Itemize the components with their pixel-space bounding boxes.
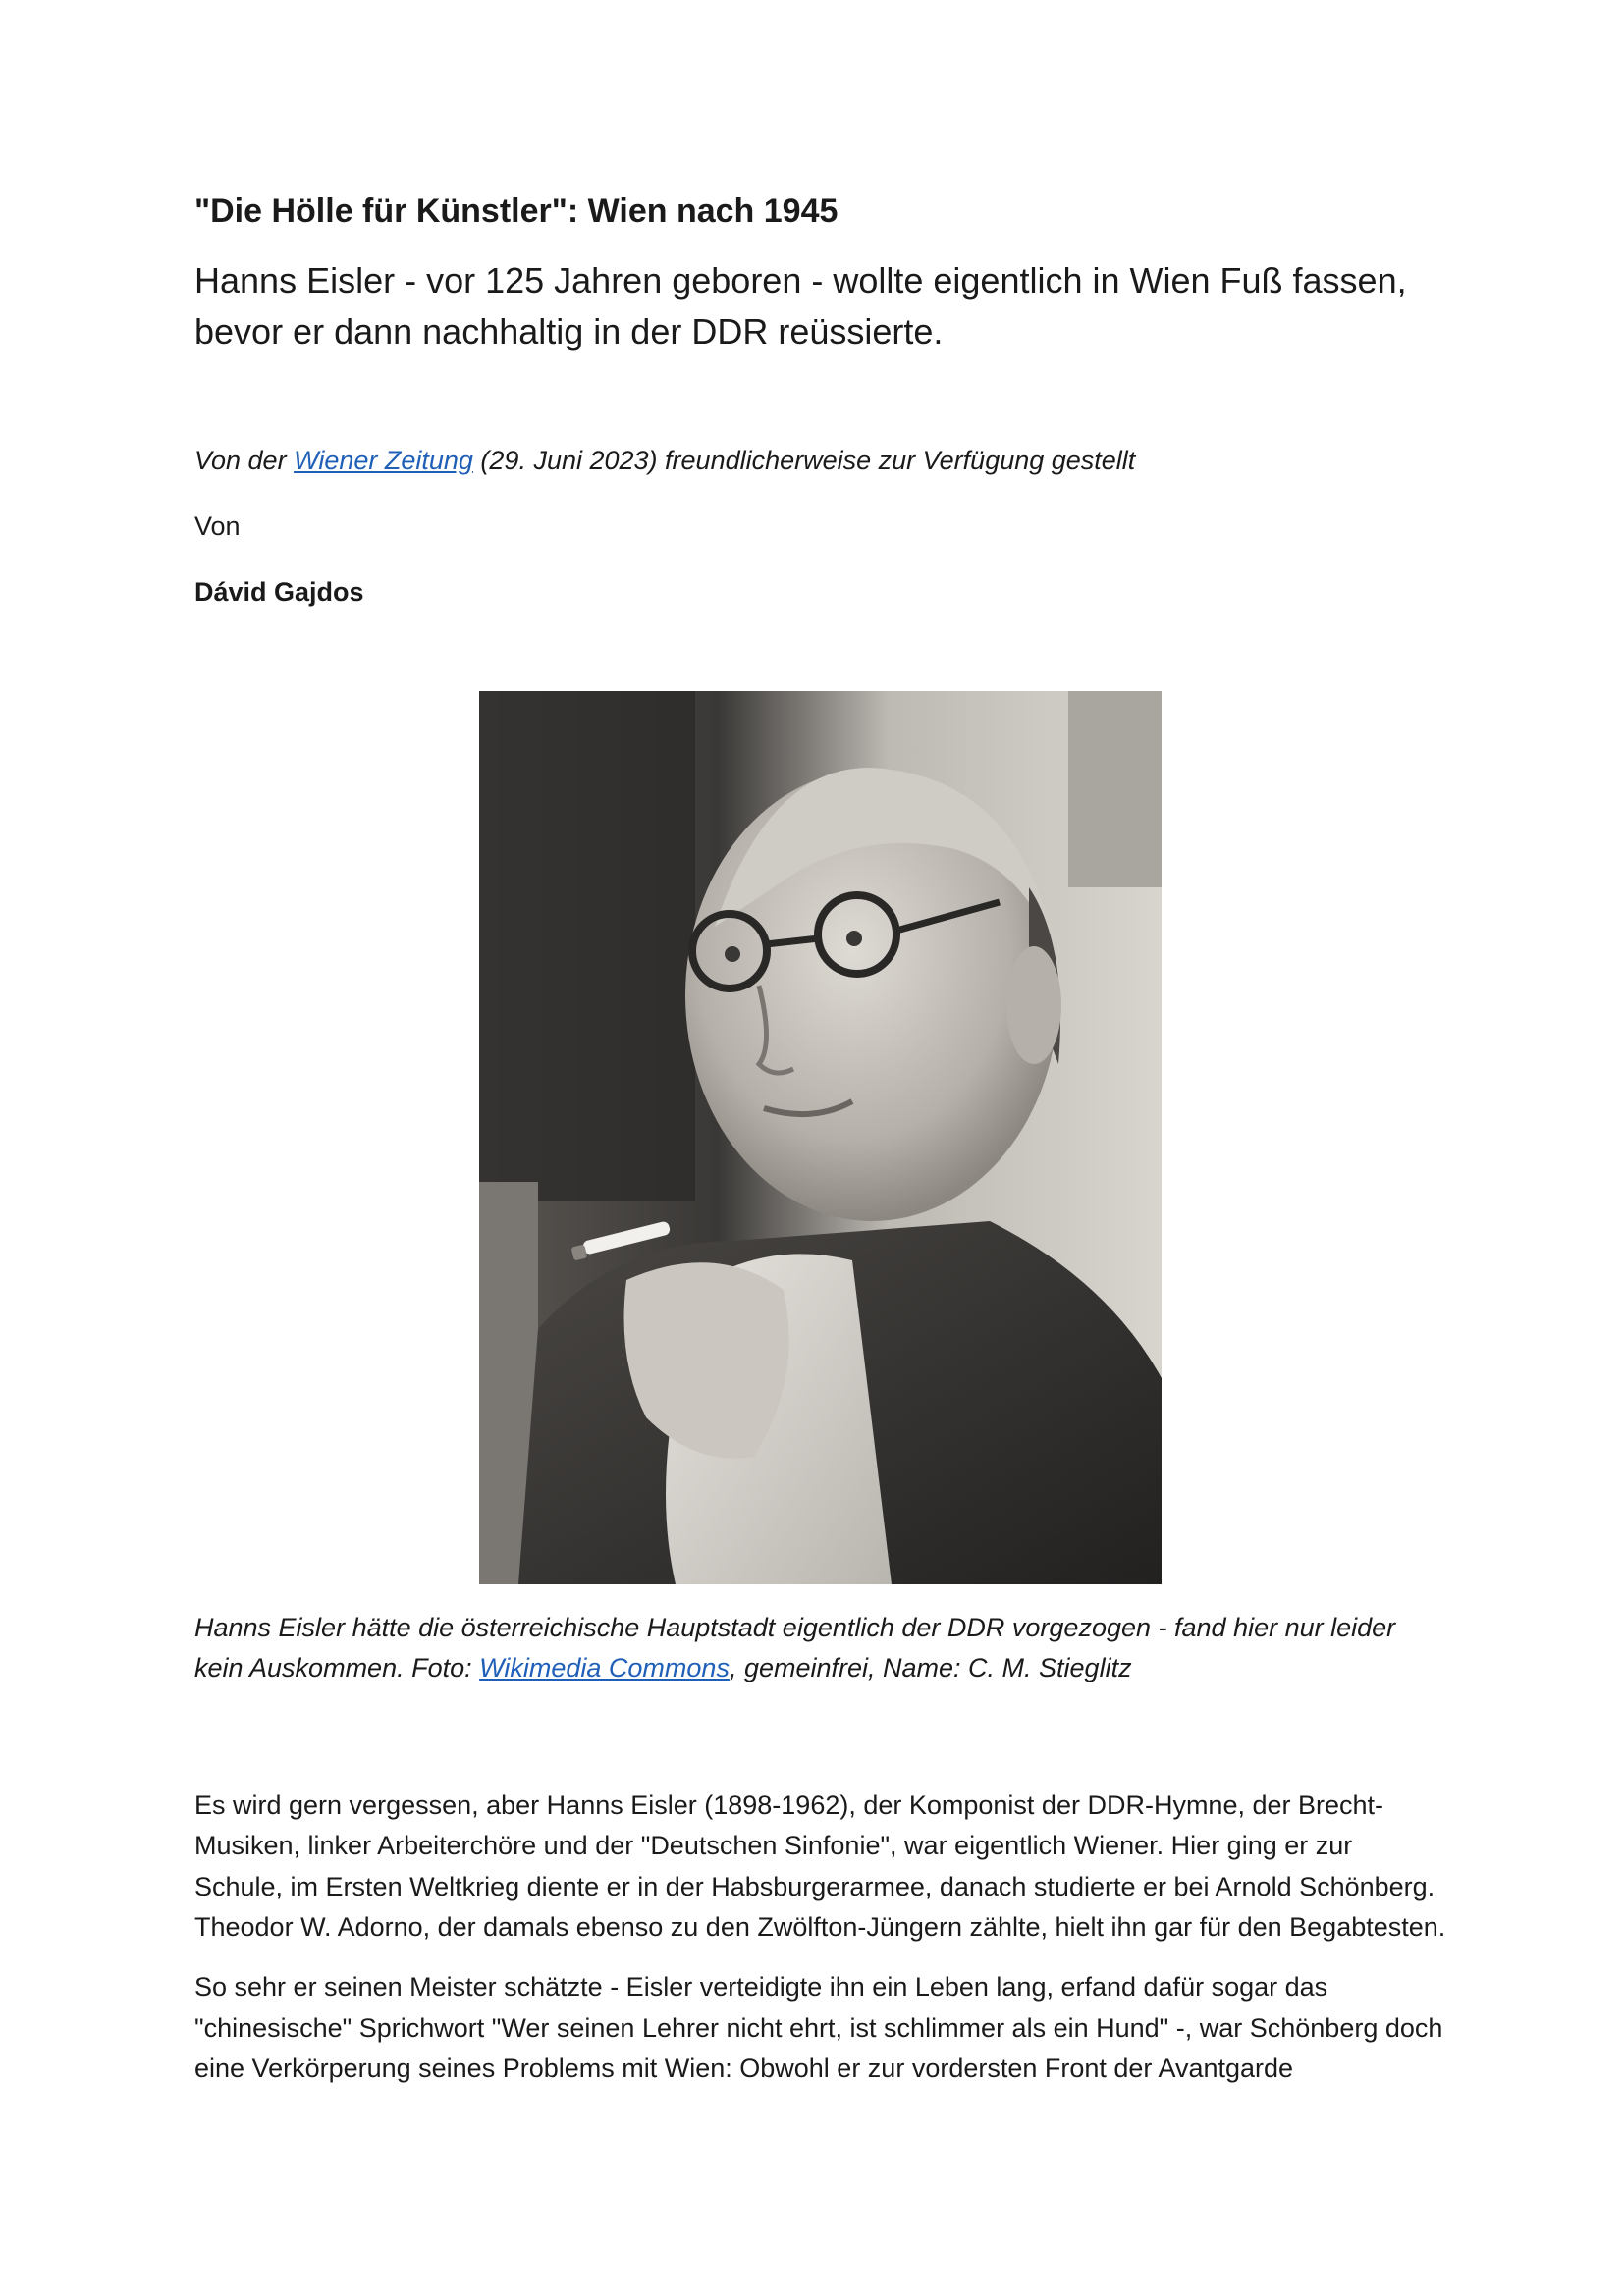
photo-caption: [194, 1608, 1446, 1687]
caption-suffix: , gemeinfrei, Name: C. M. Stieglitz: [729, 1652, 1132, 1682]
source-prefix: Von der: [194, 446, 295, 476]
caption-prefix: Hanns Eisler hätte die österreichische Hauptstadt eigentlich der DDR vorgezogen - fand hier nur leider kein Auskommen. Foto:: [194, 1613, 1396, 1682]
byline-label: Von: [194, 511, 241, 542]
document-page: [194, 191, 1446, 2109]
article-subtitle: Hanns Eisler - vor 125 Jahren geboren - wollte eigentlich in Wien Fuß fassen, bevor er dann nachhaltig in der DDR reüssierte.: [194, 259, 1407, 351]
author-name: Dávid Gajdos: [194, 577, 364, 608]
photo-figure: [194, 691, 1446, 1584]
body-paragraph-2: So sehr er seinen Meister schätzte - Eisler verteidigte ihn ein Leben lang, erfand dafür sogar das "chinesische" Sprichwort "Wer seinen Lehrer nicht ehrt, ist schlimmer als ein Hund" -, war Schönberg doch eine Verkörperung seines Problems mit Wien: Obwohl er zur vordersten Front der Avantgarde: [194, 1972, 1443, 2083]
source-suffix: (29. Juni 2023) freundlicherweise zur Verfügung gestellt: [472, 446, 1136, 476]
portrait-photo: [479, 691, 1162, 1584]
article-title: "Die Hölle für Künstler": Wien nach 1945: [194, 192, 839, 230]
wiener-zeitung-link[interactable]: Wiener Zeitung: [294, 446, 473, 476]
source-line: [194, 446, 1446, 476]
body-paragraph-1: Es wird gern vergessen, aber Hanns Eisler (1898-1962), der Komponist der DDR-Hymne, der Brecht-Musiken, linker Arbeiterchöre und der "Deutschen Sinfonie", war eigentlich Wiener. Hier ging er zur Schule, im Ersten Weltkrieg diente er in der Habsburgerarmee, danach studierte er bei Arnold Schönberg. Theodor W. Adorno, der damals ebenso zu den Zwölfton-Jüngern zählte, hielt ihn gar für den Begabtesten.: [194, 1790, 1446, 1943]
wikimedia-commons-link[interactable]: Wikimedia Commons: [479, 1652, 730, 1682]
